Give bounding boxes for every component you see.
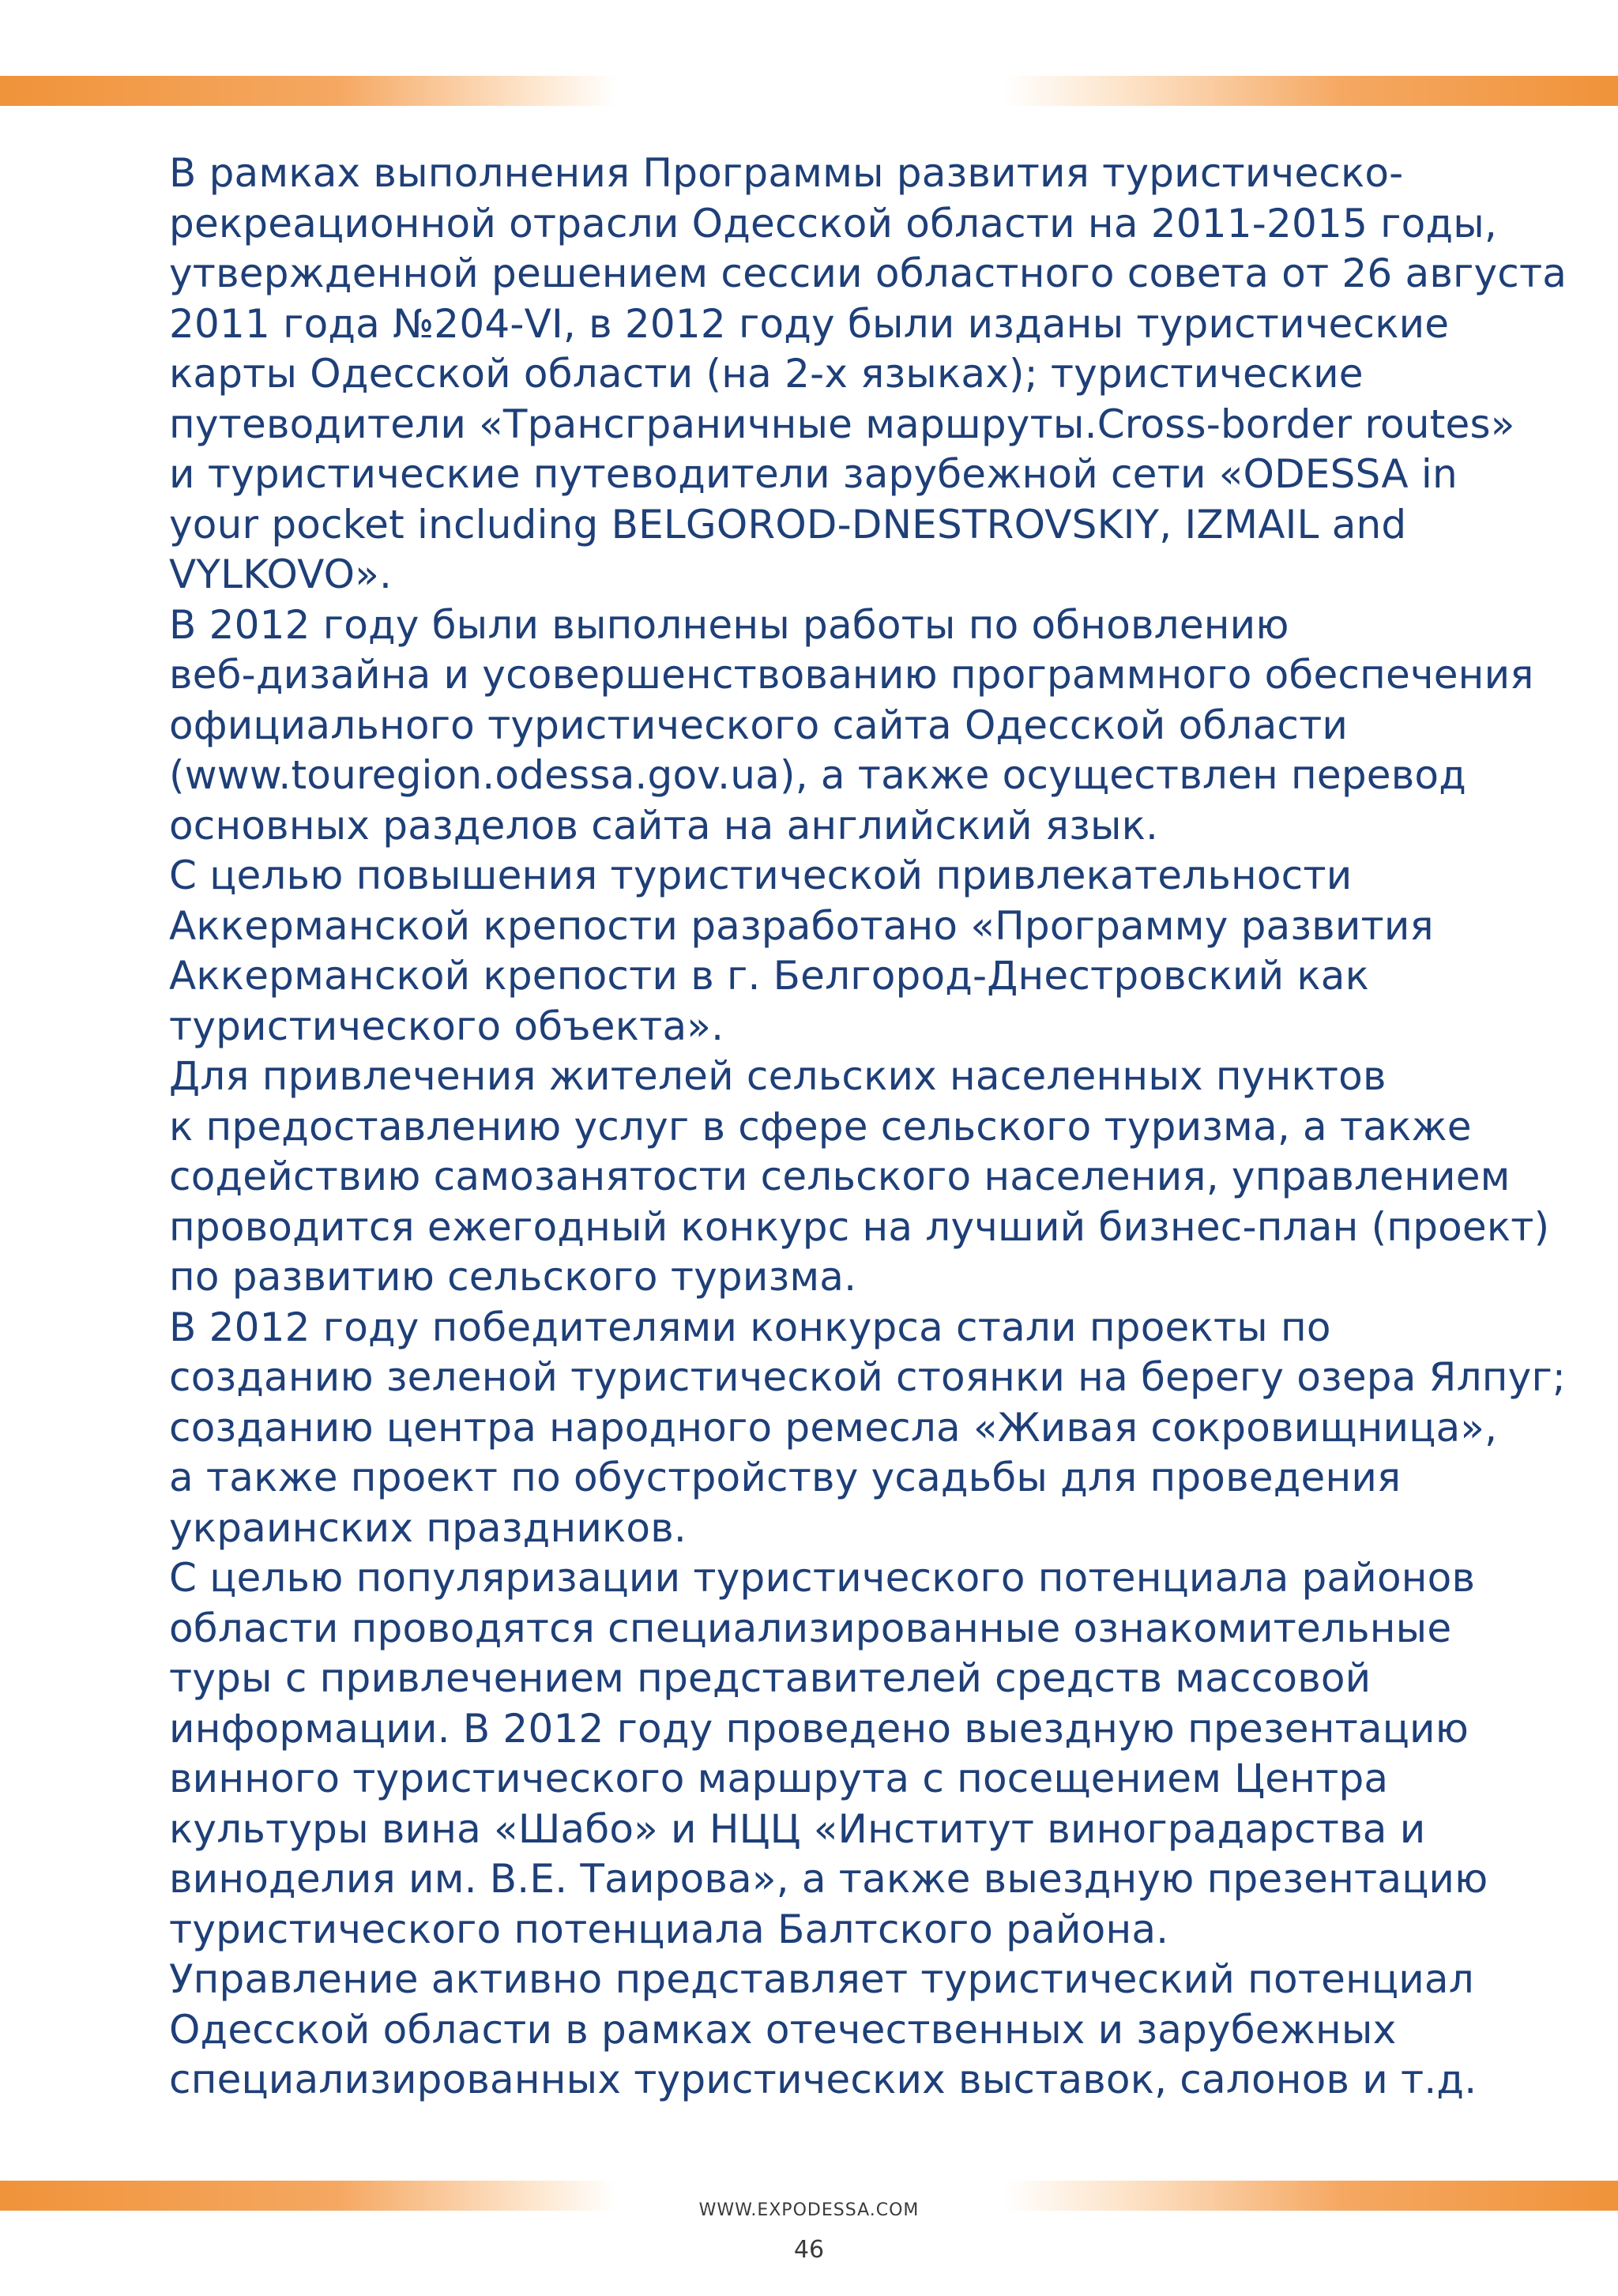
text-line: Одесской области в рамках отечественных и зарубежных (169, 2006, 1397, 2053)
text-line: туристического объекта». (169, 1003, 724, 1049)
text-line: официального туристического сайта Одесской области (169, 702, 1349, 748)
text-line: веб-дизайна и усовершенствованию программного обеспечения (169, 652, 1534, 698)
text-line: туры с привлечением представителей средств массовой (169, 1655, 1372, 1701)
text-line: украинских праздников. (169, 1504, 687, 1551)
text-line: информации. В 2012 году проведено выездную презентацию (169, 1705, 1469, 1752)
paragraph-5 (111, 1303, 1566, 1554)
top-band-right-gradient (1003, 76, 1618, 106)
paragraph-4 (111, 1052, 1550, 1303)
text-line: В 2012 году победителями конкурса стали проекты по (169, 1304, 1331, 1350)
text-line: области проводятся специализированные ознакомительные (169, 1605, 1452, 1651)
text-line: your pocket including BELGOROD-DNESTROVSKIY, IZMAIL and (169, 501, 1407, 548)
text-line: Аккерманской крепости разработано «Программу развития (169, 902, 1434, 949)
text-line: Управление активно представляет туристический потенциал (169, 1956, 1474, 2002)
text-line: Для привлечения жителей сельских населенных пунктов (169, 1053, 1387, 1099)
paragraph-7 (111, 1955, 1517, 2106)
text-line: винного туристического маршрута с посещением Центра (169, 1756, 1389, 1801)
text-line: карты Одесской области (на 2-х языках); туристические (169, 351, 1364, 397)
text-line: культуры вина «Шабо» и НЦЦ «Институт виноградарства и (169, 1805, 1426, 1852)
text-line: по развитию сельского туризма. (169, 1254, 857, 1300)
paragraph-6 (111, 1553, 1517, 1955)
text-line: С целью повышения туристической привлекательности (169, 853, 1353, 898)
text-line: виноделия им. В.Е. Таирова», а также выездную презентацию (169, 1856, 1488, 1902)
text-line: В рамках выполнения Программы развития туристическо- (169, 150, 1404, 196)
text-line: к предоставлению услуг в сфере сельского туризма, а также (169, 1103, 1472, 1150)
text-line: и туристические путеводители зарубежной сети «ODESSA in (169, 451, 1458, 497)
text-line: основных разделов сайта на английский язык. (169, 802, 1159, 849)
text-line: специализированных туристических выставок, салонов и т.д. (169, 2057, 1477, 2102)
text-line: (www.touregion.odessa.gov.ua), а также осуществлен перевод (169, 752, 1466, 798)
top-decorative-band (0, 76, 1618, 106)
text-line: туристического потенциала Балтского района. (169, 1906, 1169, 1952)
text-line: Аккерманской крепости в г. Белгород-Днестровский как (169, 953, 1369, 999)
text-line: созданию зеленой туристической стоянки на берегу озера Ялпуг; (169, 1354, 1566, 1400)
text-line: рекреационной отрасли Одесской области на 2011-2015 годы, (169, 200, 1497, 247)
paragraph-3 (111, 851, 1517, 1052)
text-line: утвержденной решением сессии областного совета от 26 августа (169, 250, 1567, 296)
text-line: созданию центра народного ремесла «Живая сокровищница», (169, 1404, 1498, 1451)
document-body (111, 149, 1567, 2106)
page-number: 46 (793, 2236, 825, 2264)
paragraph-2 (111, 600, 1534, 852)
text-line: проводится ежегодный конкурс на лучший бизнес-план (проект) (169, 1203, 1550, 1250)
paragraph-1 (111, 149, 1567, 600)
text-line: С целью популяризации туристического потенциала районов (169, 1555, 1476, 1601)
text-line: содействию самозанятости сельского населения, управлением (169, 1154, 1511, 1199)
text-line: а также проект по обустройству усадьбы для проведения (169, 1455, 1402, 1500)
top-band-left-gradient (0, 76, 616, 106)
text-line: В 2012 году были выполнены работы по обновлению (169, 601, 1289, 648)
text-line: путеводители «Трансграничные маршруты.Cross-border routes» (169, 401, 1515, 447)
text-line: VYLKOVO». (169, 551, 393, 597)
text-line: 2011 года №204-VI, в 2012 году были изданы туристические (169, 300, 1450, 347)
footer-website-url: WWW.EXPODESSA.COM (698, 2200, 920, 2220)
